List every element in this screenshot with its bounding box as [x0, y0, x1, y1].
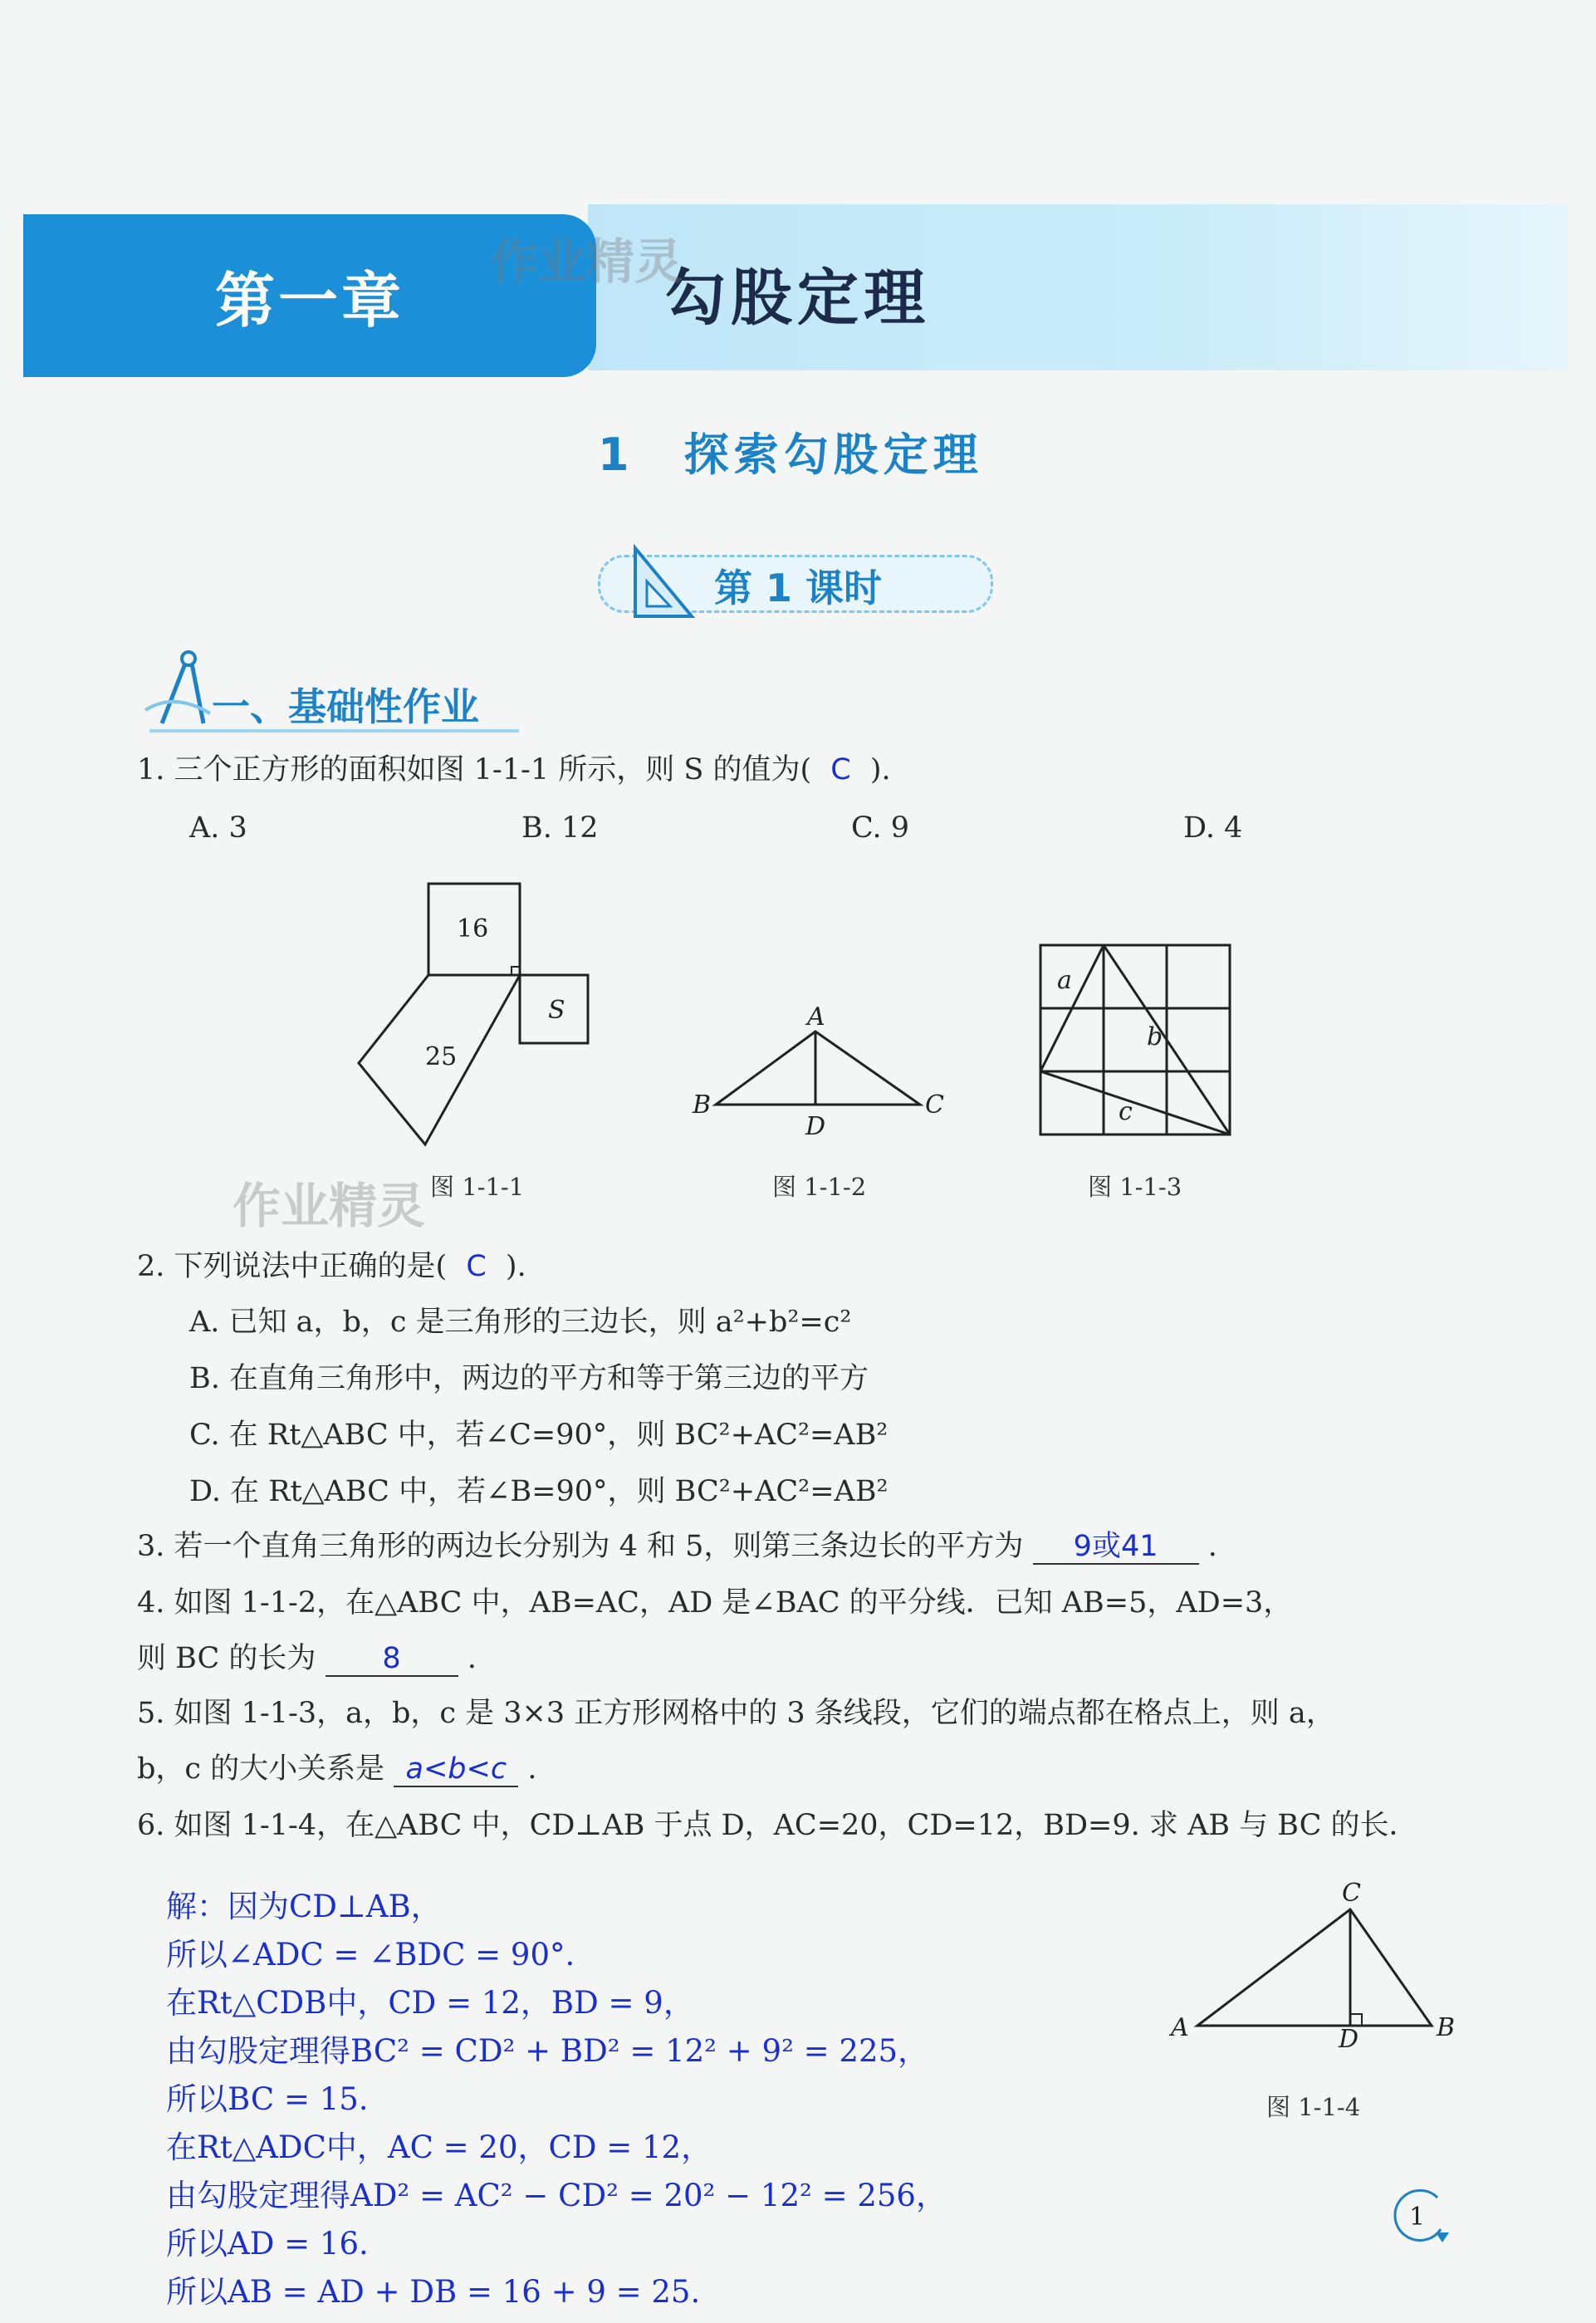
lesson-label: 第 1 课时 — [714, 566, 883, 610]
question-1: 1. 三个正方形的面积如图 1-1-1 所示，则 S 的值为( C ). — [137, 753, 891, 787]
figure-1-1-1-caption: 图 1-1-1 — [430, 1173, 525, 1201]
fig3-label-b: b — [1147, 1022, 1163, 1051]
section-title: 1 探索勾股定理 — [598, 429, 983, 481]
question-1-answer: C — [830, 753, 851, 787]
question-4-answer: 8 — [326, 1642, 458, 1677]
solution-line-7: 由勾股定理得AD² = AC² − CD² = 20² − 12² = 256， — [166, 2178, 947, 2213]
q2-option-c: C. 在 Rt△ABC 中，若∠C=90°，则 BC²+AC²=AB² — [189, 1419, 889, 1452]
q2-option-d: D. 在 Rt△ABC 中，若∠B=90°，则 BC²+AC²=AB² — [189, 1475, 889, 1508]
solution-line-4: 由勾股定理得BC² = CD² + BD² = 12² + 9² = 225， — [166, 2033, 929, 2069]
fig4-label-a: A — [1171, 2013, 1189, 2042]
figure-1-1-4 — [1163, 1873, 1478, 2047]
fig4-label-d: D — [1339, 2025, 1359, 2047]
fig1-label-top: 16 — [457, 914, 489, 943]
question-2-answer: C — [466, 1250, 487, 1283]
heading-underline — [149, 729, 519, 733]
fig4-label-c: C — [1342, 1879, 1361, 1908]
watermark: 作业精灵 — [490, 233, 683, 290]
fig2-label-b: B — [693, 1090, 712, 1120]
question-5-line-1: 5. 如图 1-1-3，a，b，c 是 3×3 正方形网格中的 3 条线段，它们的端点都在格点上，则 a， — [137, 1697, 1335, 1730]
chapter-number: 第一章 — [214, 266, 404, 336]
solution-line-6: 在Rt△ADC中，AC = 20，CD = 12， — [166, 2129, 712, 2165]
question-2: 2. 下列说法中正确的是( C ). — [137, 1250, 526, 1283]
q2-option-a: A. 已知 a，b，c 是三角形的三边长，则 a²+b²=c² — [189, 1306, 852, 1339]
q1-option-d: D. 4 — [1183, 811, 1243, 845]
solution-line-8: 所以AD = 16. — [166, 2226, 369, 2262]
solution-line-2: 所以∠ADC = ∠BDC = 90°. — [166, 1937, 575, 1973]
solution-line-5: 所以BC = 15. — [166, 2081, 369, 2117]
chapter-title: 勾股定理 — [664, 262, 930, 334]
q1-option-c: C. 9 — [851, 811, 910, 845]
question-5-answer: a<b<c — [394, 1752, 518, 1787]
fig2-label-c: C — [925, 1090, 944, 1120]
q1-option-a: A. 3 — [189, 811, 247, 845]
question-5-line-2: b，c 的大小关系是 a<b<c . — [137, 1752, 537, 1786]
part-heading: 一、基础性作业 — [212, 684, 479, 729]
q2-option-b: B. 在直角三角形中，两边的平方和等于第三边的平方 — [189, 1362, 869, 1395]
fig1-label-right: S — [548, 996, 565, 1025]
compass-icon — [137, 644, 212, 735]
q1-option-b: B. 12 — [521, 811, 599, 845]
figure-1-1-4-caption: 图 1-1-4 — [1266, 2093, 1361, 2121]
question-4-line-1: 4. 如图 1-1-2，在△ABC 中，AB=AC，AD 是∠BAC 的平分线．已知 AB=5，AD=3， — [137, 1586, 1293, 1620]
figure-1-1-2-caption: 图 1-1-2 — [772, 1173, 867, 1201]
question-3-answer: 9或41 — [1033, 1530, 1199, 1565]
solution-line-1: 解：因为CD⊥AB， — [166, 1889, 442, 1924]
solution-line-9: 所以AB = AD + DB = 16 + 9 = 25. — [166, 2274, 701, 2310]
page-number: 1 — [1409, 2203, 1426, 2232]
question-4-line-2: 则 BC 的长为 8 . — [137, 1642, 477, 1675]
fig3-label-a: a — [1057, 966, 1072, 995]
figure-1-1-3 — [1034, 939, 1241, 1146]
question-6: 6. 如图 1-1-4，在△ABC 中，CD⊥AB 于点 D，AC=20，CD=12，BD=9. 求 AB 与 BC 的长． — [137, 1809, 1418, 1842]
question-3: 3. 若一个直角三角形的两边长分别为 4 和 5，则第三条边长的平方为 9或41 . — [137, 1530, 1217, 1563]
fig2-label-a: A — [807, 1002, 825, 1032]
fig4-label-b: B — [1437, 2013, 1456, 2042]
set-square-icon — [619, 540, 702, 623]
fig1-label-left: 25 — [425, 1042, 458, 1071]
figure-1-1-2 — [689, 997, 955, 1146]
figure-1-1-3-caption: 图 1-1-3 — [1088, 1173, 1182, 1201]
watermark-2: 作业精灵 — [233, 1178, 426, 1234]
fig2-label-d: D — [805, 1112, 826, 1141]
solution-line-3: 在Rt△CDB中，CD = 12，BD = 9， — [166, 1985, 694, 2021]
figure-1-1-1-labels — [349, 872, 614, 1154]
fig3-label-c: c — [1119, 1097, 1133, 1126]
